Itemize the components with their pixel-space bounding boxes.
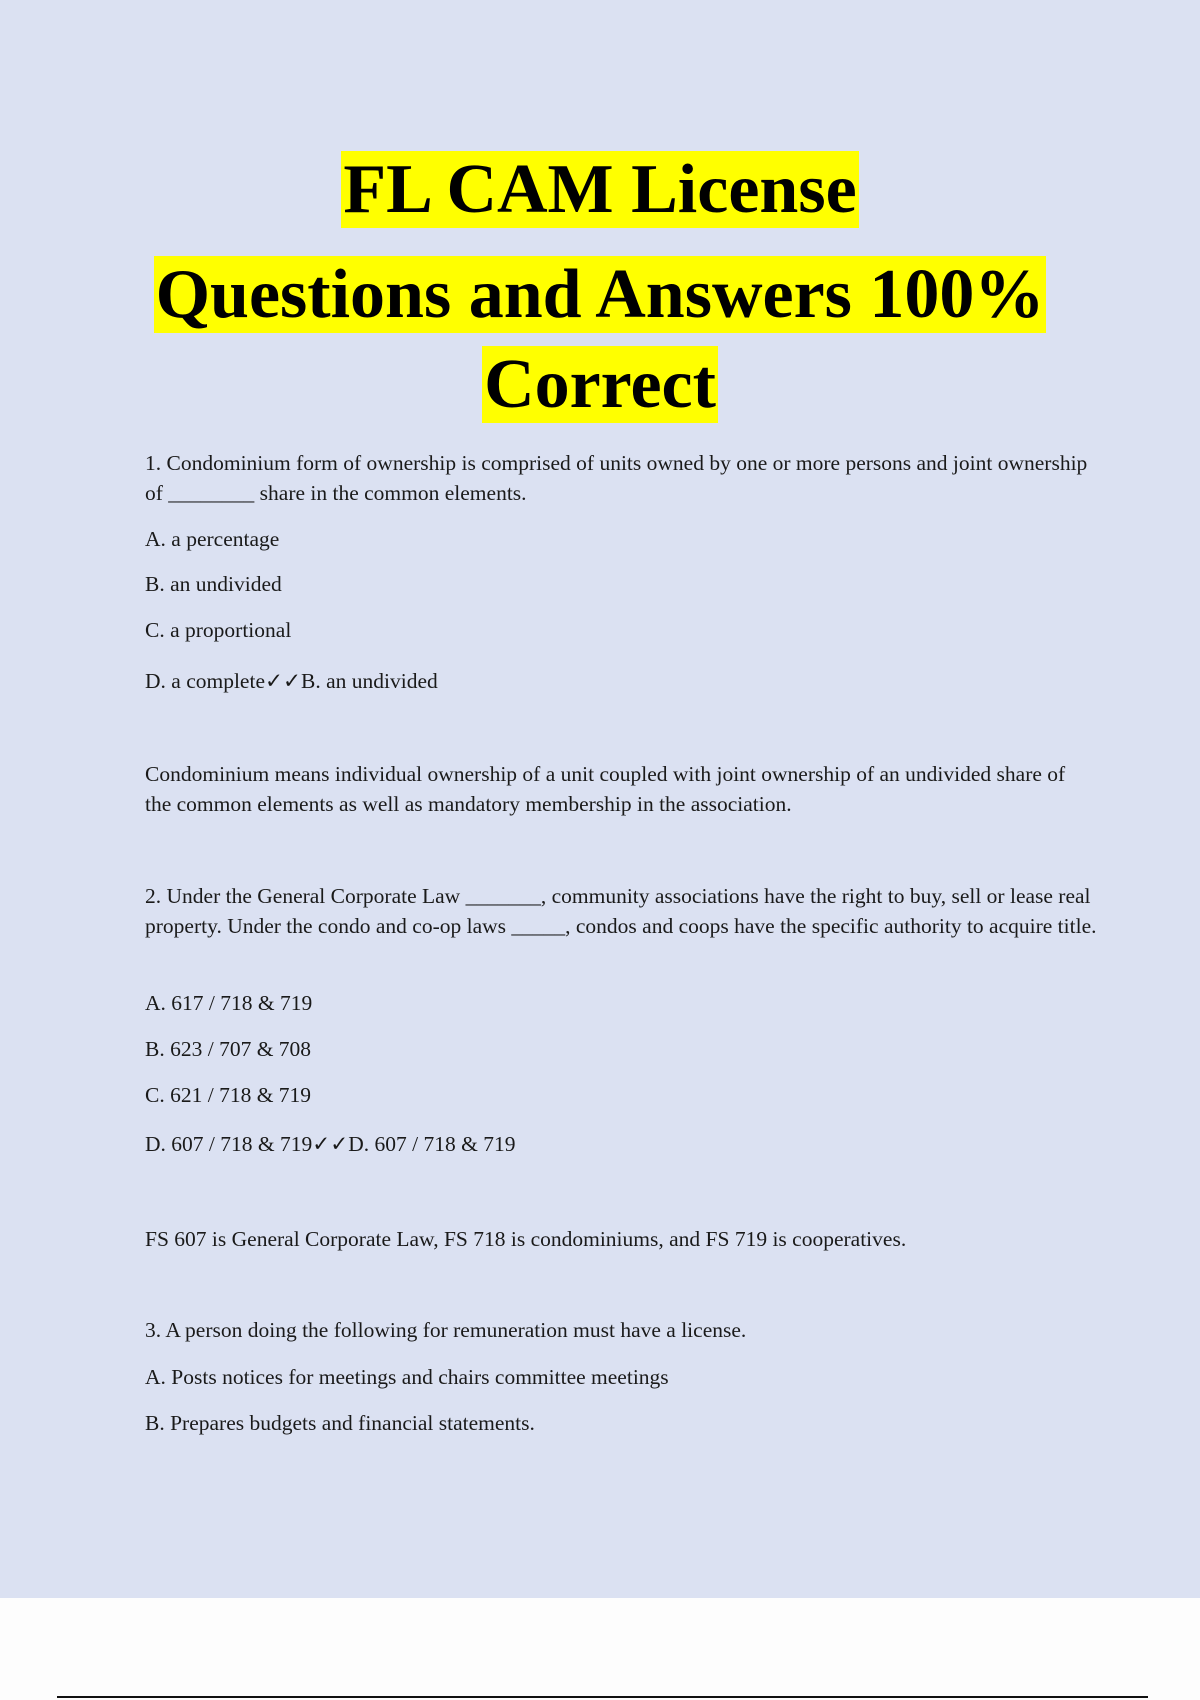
question-2: 2. Under the General Corporate Law _______, community associations have the right to buy, sell or lease real property. Under the condo and co-op laws _____, condos and coops have the specific authority to acquire title.: [145, 884, 1097, 938]
title-highlight: FL CAM License: [343, 151, 857, 228]
title-highlight: Questions and Answers 100%: [155, 256, 1045, 333]
title-line-3: [0, 343, 1200, 427]
q3-option-b: B. Prepares budgets and financial statements.: [145, 1411, 535, 1435]
question-1: 1. Condominium form of ownership is comprised of units owned by one or more persons and joint ownership of ________ share in the common elements.: [145, 451, 1093, 505]
q2-option-a: A. 617 / 718 & 719: [145, 991, 313, 1015]
title-line-2: [0, 253, 1200, 337]
q2-option-b: B. 623 / 707 & 708: [145, 1037, 312, 1061]
title-highlight: Correct: [484, 346, 716, 423]
q1-explanation: Condominium means individual ownership of a unit coupled with joint ownership of an undivided share of the common elements as well as mandatory membership in the association.: [145, 762, 1071, 816]
q1-option-b: B. an undivided: [145, 572, 282, 596]
question-3: 3. A person doing the following for remuneration must have a license.: [145, 1318, 747, 1342]
q2-explanation: FS 607 is General Corporate Law, FS 718 is condominiums, and FS 719 is cooperatives.: [145, 1227, 907, 1251]
title-line-1: [0, 148, 1200, 232]
q2-option-d-answer: D. 607 / 718 & 719✓✓D. 607 / 718 & 719: [145, 1132, 516, 1156]
q1-option-d-c: C. a proportional: [145, 618, 292, 642]
q3-option-a: A. Posts notices for meetings and chairs committee meetings: [145, 1365, 669, 1389]
q1-option-a: A. a percentage: [145, 527, 280, 551]
footer-divider: [57, 1696, 1148, 1698]
q1-option-d-answer: D. a complete✓✓B. an undivided: [145, 669, 438, 693]
q2-option-c: C. 621 / 718 & 719: [145, 1083, 312, 1107]
